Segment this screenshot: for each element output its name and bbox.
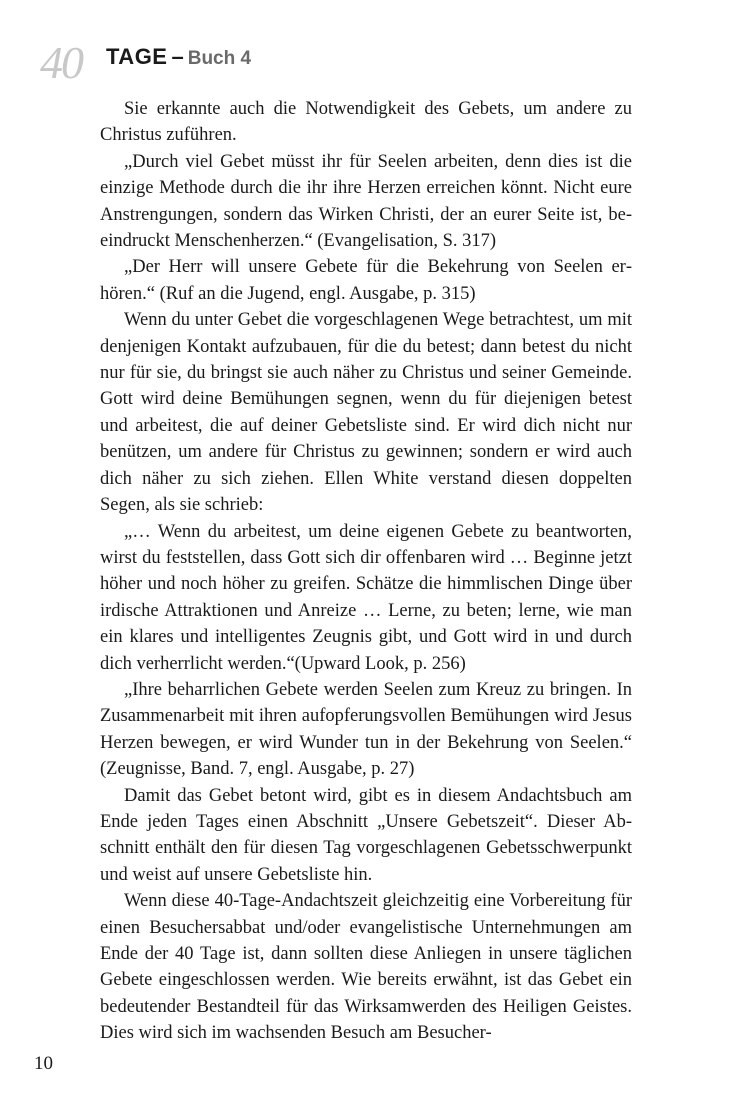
running-header	[40, 36, 460, 86]
header-title-dash: –	[171, 44, 184, 69]
quote-paragraph: „Ihre beharrlichen Gebete werden Seelen zum Kreuz zu bringen. In Zusammenarbeit mit ihren aufopferungsvollen Bemühungen wird Jesus Herzen bewegen, er wird Wunder tun in der Bekehrung von Seelen.“ (Zeugnisse, Band. 7, engl. Ausgabe, p. 27)	[100, 679, 632, 780]
header-title	[106, 42, 251, 74]
quote-paragraph: „… Wenn du arbeitest, um deine eigenen Gebete zu beantworten, wirst du feststellen, dass Gott sich dir offenbaren wird … Beginne jetzt höher und noch höher zu greifen. Schätze die himmlischen Dinge über irdische Attraktionen und Anreize … Lerne, zu beten; lerne, wie man ein klares und intelligentes Zeugnis gibt, und Gott wird in und durch dich verherrlicht werden.“(Upward Look, p. 256)	[100, 521, 632, 674]
paragraph: Wenn du unter Gebet die vorgeschlagenen Wege betrachtest, um mit denjenigen Kontakt aufzubauen, für die du betest; dann betest du nicht nur für sie, du bringst sie auch näher zu Christus und seiner Gemeinde. Gott wird deine Bemühungen segnen, wenn du für diejenigen betest und arbeitest, die auf deiner Gebetsliste sind. Er wird dich nicht nur benützen, um andere für Christus zu gewinnen; sondern er wird auch dich näher zu sich ziehen. Ellen White verstand diesen doppelten Segen, als sie schrieb:	[100, 310, 632, 516]
header-number-watermark: 40	[40, 37, 82, 88]
page-number: 10	[34, 1053, 53, 1074]
paragraph: „Der Herr will unsere Gebete für die Bekehrung von Seelen erhören.“ (Ruf an die Jugend, engl. Ausgabe, p. 315)	[100, 257, 632, 304]
paragraph: Sie erkannte auch die Notwendigkeit des Gebets, um andere zu Christus zuführen.	[100, 99, 632, 146]
paragraph: Damit das Gebet betont wird, gibt es in diesem Andachtsbuch am Ende jeden Tages einen Abschnitt „Unsere Gebetszeit“. Dieser Abschnitt enthält den für diesen Tag vorgeschlagenen Gebetsschwerpunkt und weist auf unsere Gebetsliste hin.	[100, 785, 632, 885]
header-title-subtitle: Buch 4	[187, 48, 252, 69]
paragraph: „Durch viel Gebet müsst ihr für Seelen arbeiten, denn dies ist die einzige Methode durch die ihr ihre Herzen erreichen könnt. Nicht eure Anstrengungen, sondern das Wirken Christi, der an eurer Seite ist, beeindruckt Menschenherzen.“ (Evangelisation, S. 317)	[100, 151, 632, 252]
header-title-main: TAGE	[106, 44, 168, 69]
paragraph: Wenn diese 40-Tage-Andachtszeit gleichzeitig eine Vorbereitung für einen Besuchersabbat und/oder evangelistische Unternehmungen am Ende der 40 Tage ist, dann sollten diese Anliegen in unsere täglichen Gebete eingeschlossen werden. Wie bereits erwähnt, ist das Gebet ein bedeutender Bestandteil für das Wirksamwerden des Heiligen Geistes. Dies wird sich im wachsenden Besuch am Besucher-	[100, 891, 632, 1044]
page-body	[100, 96, 632, 1047]
